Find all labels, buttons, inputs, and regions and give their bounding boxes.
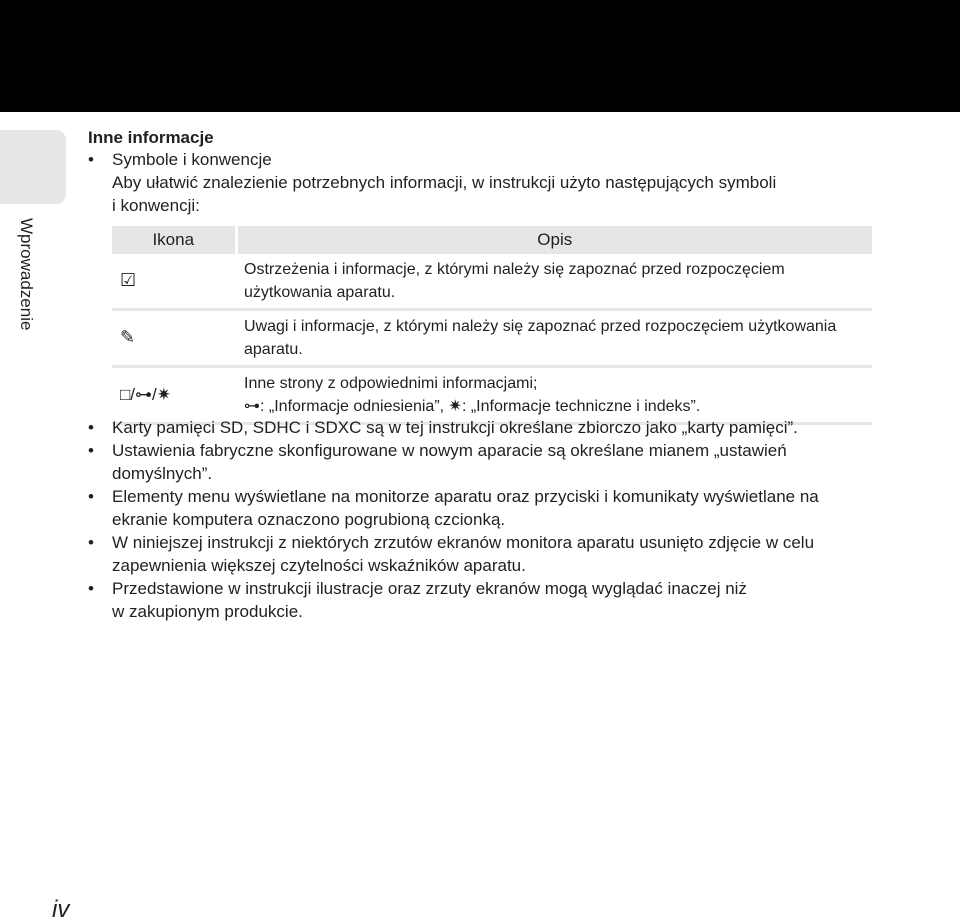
- row-desc-line: użytkowania aparatu.: [244, 284, 396, 301]
- list-item-line: ekranie komputera oznaczono pogrubioną czcionką.: [112, 510, 506, 529]
- row-desc: [236, 310, 872, 367]
- intro-block: [88, 128, 868, 217]
- header-icon: Ikona: [112, 226, 236, 254]
- symbols-table: [112, 226, 872, 425]
- top-black-band: [0, 0, 960, 112]
- intro-line-1: Aby ułatwić znalezienie potrzebnych informacji, w instrukcji użyto następujących symboli: [112, 173, 777, 192]
- row-desc: [236, 367, 872, 424]
- row-desc: [236, 254, 872, 310]
- note-pencil-icon: ✎: [120, 327, 136, 347]
- list-item-line: • Karty pamięci SD, SDHC i SDXC są w tej instrukcji określane zbiorczo jako „karty pamięci”.: [112, 418, 798, 437]
- conventions-list: [88, 416, 868, 623]
- table-row: [112, 310, 872, 367]
- header-desc: Opis: [236, 226, 872, 254]
- list-item-line: • Przedstawione w instrukcji ilustracje oraz zrzuty ekranów mogą wyglądać inaczej niż: [112, 579, 747, 598]
- table-row: [112, 254, 872, 310]
- list-item: [88, 531, 868, 577]
- side-tab: [0, 130, 66, 204]
- row-desc-line: ⊶: „Informacje odniesienia”, ✷: „Informacje techniczne i indeks”.: [244, 398, 701, 415]
- table-header-row: [112, 226, 872, 254]
- list-item: [88, 485, 868, 531]
- reference-pages-icons: □/⊶/✷: [120, 385, 171, 404]
- list-item: [88, 577, 868, 623]
- row-desc-line: aparatu.: [244, 341, 303, 358]
- table-row: [112, 367, 872, 424]
- list-item-line: w zakupionym produkcie.: [112, 602, 303, 621]
- row-desc-line: Inne strony z odpowiednimi informacjami;: [244, 375, 538, 392]
- list-item: [88, 439, 868, 485]
- section-title: Inne informacje: [88, 128, 214, 147]
- side-section-label: Wprowadzenie: [17, 218, 36, 331]
- list-item: [88, 416, 868, 439]
- row-desc-line: Ostrzeżenia i informacje, z którymi należy się zapoznać przed rozpoczęciem: [244, 261, 785, 278]
- list-item-line: • Elementy menu wyświetlane na monitorze aparatu oraz przyciski i komunikaty wyświetlane na: [112, 487, 819, 506]
- page-number: iv: [52, 896, 70, 923]
- list-item-line: • W niniejszej instrukcji z niektórych zrzutów ekranów monitora aparatu usunięto zdjęcie w celu: [112, 533, 815, 552]
- list-item-line: domyślnych”.: [112, 464, 213, 483]
- intro-line-2: i konwencji:: [112, 196, 200, 215]
- list-item-line: • Ustawienia fabryczne skonfigurowane w nowym aparacie są określane mianem „ustawień: [112, 441, 787, 460]
- caution-checkmark-icon: ☑: [120, 270, 137, 290]
- row-desc-line: Uwagi i informacje, z którymi należy się zapoznać przed rozpoczęciem użytkowania: [244, 318, 837, 335]
- list-item-line: zapewnienia większej czytelności wskaźników aparatu.: [112, 556, 526, 575]
- intro-bullet: • Symbole i konwencje: [88, 148, 868, 171]
